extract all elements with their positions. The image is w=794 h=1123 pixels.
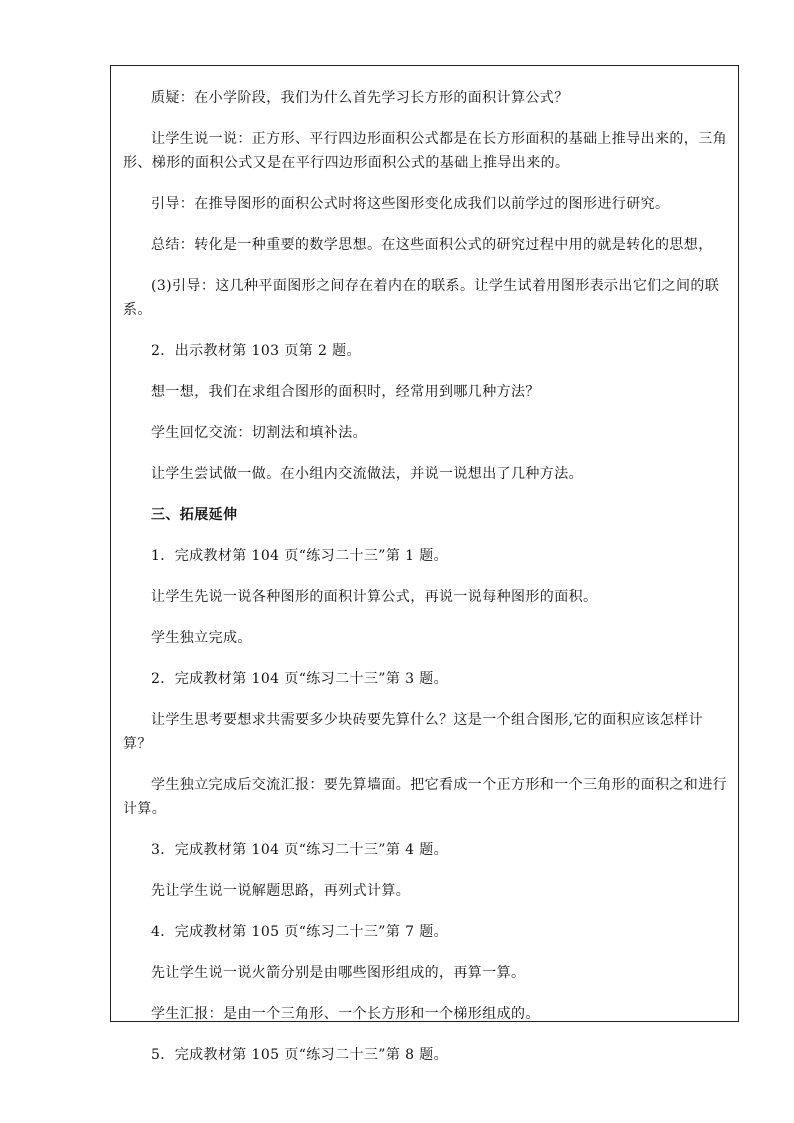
paragraph-rocket: 先让学生说一说火箭分别是由哪些图形组成的，再算一算。 bbox=[151, 965, 526, 981]
paragraph-recall: 学生回忆交流：切割法和填补法。 bbox=[151, 425, 367, 441]
paragraph-exercise-4: 3．完成教材第 104 页“练习二十三”第 4 题。 bbox=[151, 842, 449, 858]
lesson-plan-table-cell bbox=[110, 65, 739, 1063]
paragraph-exercise-8: 5．完成教材第 105 页“练习二十三”第 8 题。 bbox=[151, 1047, 449, 1063]
paragraph-guide: 引导：在推导图形的面积公式时将这些图形变化成我们以前学过的图形进行研究。 bbox=[151, 196, 670, 212]
paragraph-bricks: 让学生思考要想求共需要多少块砖要先算什么？这是一个组合图形,它的面积应该怎样计算？ bbox=[123, 712, 704, 752]
paragraph-item-2: 2．出示教材第 103 页第 2 题。 bbox=[151, 343, 361, 359]
paragraph-summary: 总结：转化是一种重要的数学思想。在这些面积公式的研究过程中用的就是转化的思想， bbox=[151, 237, 713, 253]
paragraph-approach: 先让学生说一说解题思路，再列式计算。 bbox=[151, 883, 411, 899]
lesson-content bbox=[111, 86, 738, 1084]
paragraph-question: 质疑：在小学阶段，我们为什么首先学习长方形的面积计算公式？ bbox=[151, 90, 569, 106]
paragraph-exercise-7: 4．完成教材第 105 页“练习二十三”第 7 题。 bbox=[151, 924, 449, 940]
paragraph-report-rocket: 学生汇报：是由一个三角形、一个长方形和一个梯形组成的。 bbox=[151, 1006, 540, 1022]
paragraph-exercise-3: 2．完成教材第 104 页“练习二十三”第 3 题。 bbox=[151, 671, 449, 687]
paragraph-think: 想一想，我们在求组合图形的面积时，经常用到哪几种方法？ bbox=[151, 384, 540, 400]
paragraph-report-wall: 学生独立完成后交流汇报：要先算墙面。把它看成一个正方形和一个三角形的面积之和进行计算。 bbox=[123, 777, 727, 817]
section-heading-extension: 三、拓展延伸 bbox=[151, 507, 238, 523]
paragraph-exercise-1: 1．完成教材第 104 页“练习二十三”第 1 题。 bbox=[151, 548, 449, 564]
paragraph-independent: 学生独立完成。 bbox=[151, 630, 252, 646]
paragraph-formulas: 让学生先说一说各种图形的面积计算公式，再说一说每种图形的面积。 bbox=[151, 589, 598, 605]
paragraph-student-explain: 让学生说一说：正方形、平行四边形面积公式都是在长方形面积的基础上推导出来的，三角形、梯形的面积公式又是在平行四边形面积公式的基础上推导出来的。 bbox=[123, 131, 727, 171]
paragraph-try: 让学生尝试做一做。在小组内交流做法，并说一说想出了几种方法。 bbox=[151, 466, 583, 482]
paragraph-guide-3: (3)引导：这几种平面图形之间存在着内在的联系。让学生试着用图形表示出它们之间的联系。 bbox=[123, 278, 720, 318]
